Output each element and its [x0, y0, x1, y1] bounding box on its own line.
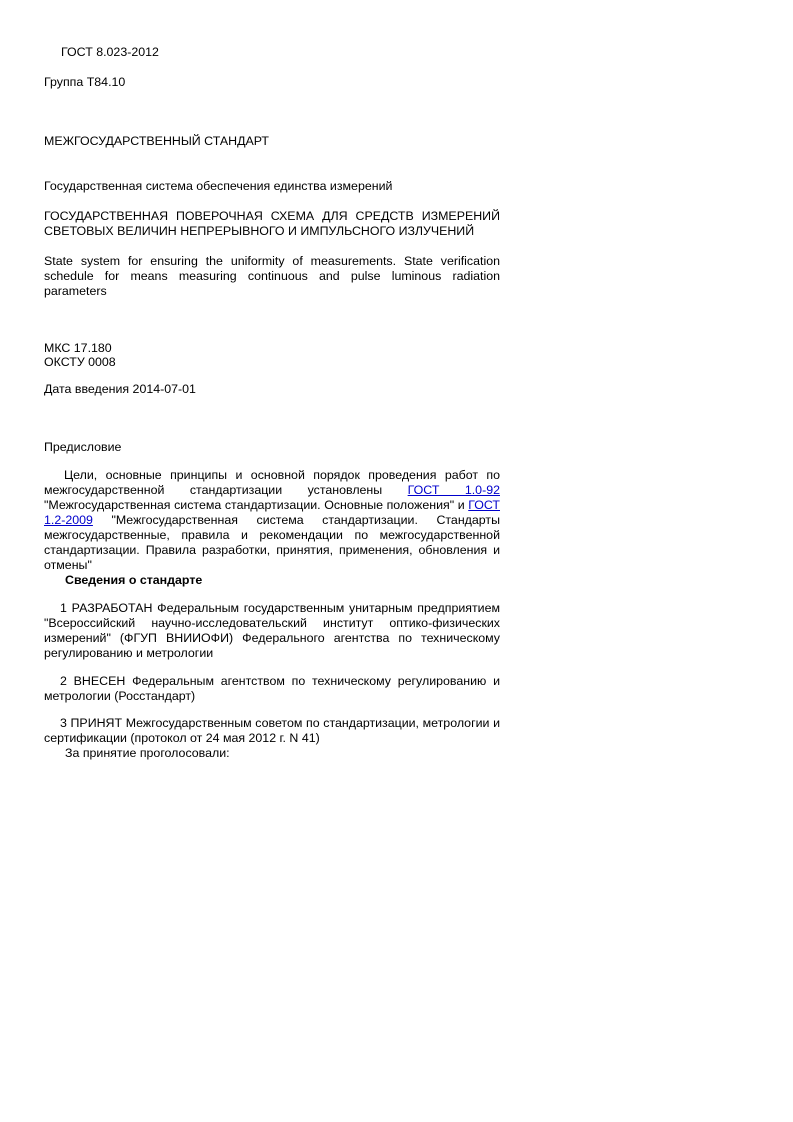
info-item-3: 3 ПРИНЯТ Межгосударственным советом по стандартизации, метрологии и сертификации (протокол от 24 мая 2012 г. N 41)	[44, 716, 500, 745]
preface-text-1: Цели, основные принципы и основной порядок проведения работ по межгосударственной стандартизации установлены	[44, 468, 500, 497]
info-item-2: 2 ВНЕСЕН Федеральным агентством по техническому регулированию и метрологии (Росстандарт)	[44, 674, 500, 703]
standard-code: ГОСТ 8.023-2012	[61, 45, 159, 59]
info-item-1: 1 РАЗРАБОТАН Федеральным государственным унитарным предприятием "Всероссийский научно-исследовательский институт оптико-физических измерений" (ФГУП ВНИИОФИ) Федерального агентства по техническому регулированию и метрологии	[44, 601, 500, 660]
gost-1-0-92-link[interactable]: ГОСТ 1.0-92	[407, 483, 500, 497]
group-code: Группа Т84.10	[44, 75, 126, 89]
system-name: Государственная система обеспечения единства измерений	[44, 179, 393, 193]
document-title-ru: ГОСУДАРСТВЕННАЯ ПОВЕРОЧНАЯ СХЕМА ДЛЯ СРЕДСТВ ИЗМЕРЕНИЙ СВЕТОВЫХ ВЕЛИЧИН НЕПРЕРЫВНОГО И ИМПУЛЬСНОГО ИЗЛУЧЕНИЙ	[44, 209, 500, 238]
preface-text-2: "Межгосударственная система стандартизации. Основные положения" и	[44, 498, 465, 512]
gost-1-2-2009-link[interactable]: ГОСТ 1.2-2009	[44, 498, 500, 527]
preface-text-3: "Межгосударственная система стандартизации. Стандарты межгосударственные, правила и рекомендации по межгосударственной стандартизации. Правила разработки, принятия, применения, обновления и отмены"	[44, 513, 500, 572]
document-title-en: State system for ensuring the uniformity of measurements. State verification schedule for means measuring continuous and pulse luminous radiation parameters	[44, 254, 500, 298]
mks-code: МКС 17.180	[44, 341, 112, 355]
okstu-code: ОКСТУ 0008	[44, 355, 116, 369]
introduction-date: Дата введения 2014-07-01	[44, 382, 196, 396]
info-heading: Сведения о стандарте	[65, 573, 203, 587]
voted-label: За принятие проголосовали:	[65, 746, 230, 760]
interstate-standard-heading: МЕЖГОСУДАРСТВЕННЫЙ СТАНДАРТ	[44, 134, 269, 148]
preface-paragraph	[44, 468, 500, 573]
preface-heading: Предисловие	[44, 440, 122, 454]
